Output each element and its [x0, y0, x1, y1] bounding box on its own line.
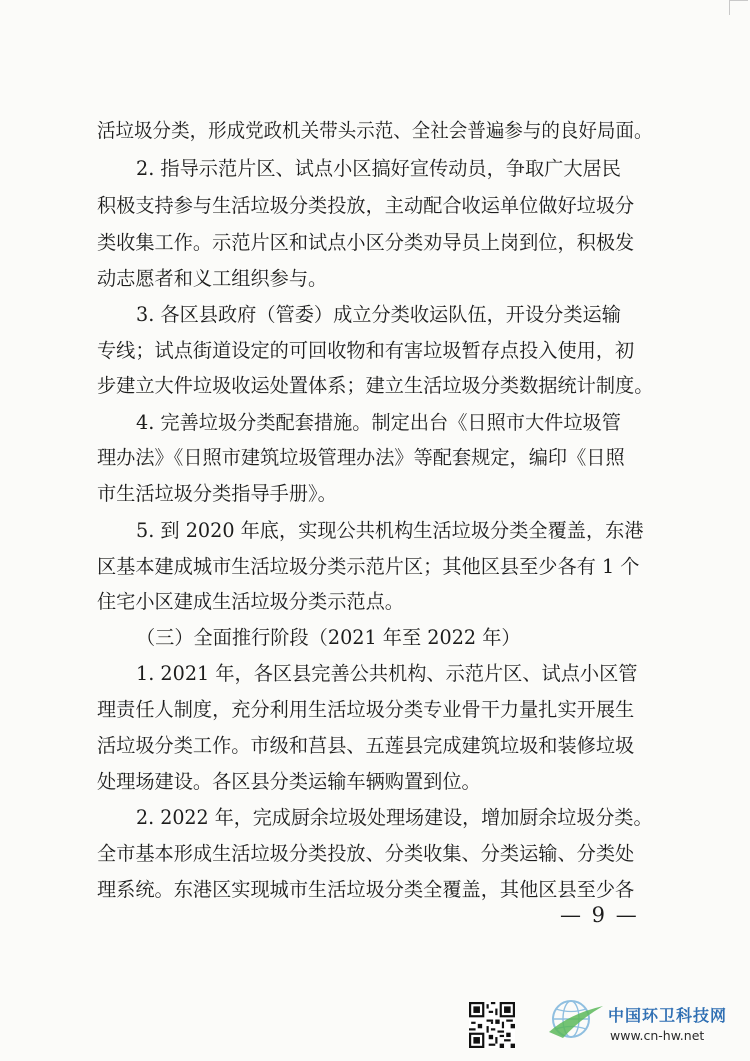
section-heading: （三）全面推行阶段（2021 年至 2022 年）: [136, 626, 521, 649]
body-line-22: 理系统。东港区实现城市生活垃圾分类全覆盖，其他区县至少各: [97, 878, 635, 901]
body-line-5: 动志愿者和义工组织参与。: [97, 267, 328, 290]
body-line-19: 处理场建设。各区县分类运输车辆购置到位。: [97, 770, 481, 793]
body-line-17: 理责任人制度，充分利用生活垃圾分类专业骨干力量扎实开展生: [97, 698, 635, 721]
body-line-1: 活垃圾分类，形成党政机关带头示范、全社会普遍参与的良好局面。: [97, 119, 653, 142]
body-line-9: 4. 完善垃圾分类配套措施。制定出台《日照市大件垃圾管: [136, 411, 621, 434]
page-corner-mark: [729, 0, 748, 15]
body-line-4: 类收集工作。示范片区和试点小区分类劝导员上岗到位，积极发: [97, 231, 635, 254]
body-line-18: 活垃圾分类工作。市级和莒县、五莲县完成建筑垃圾和装修垃圾: [97, 734, 635, 757]
body-line-2: 2. 指导示范片区、试点小区搞好宣传动员，争取广大居民: [136, 157, 621, 180]
body-line-10: 理办法》《日照市建筑垃圾管理办法》等配套规定，编印《日照: [97, 446, 625, 469]
body-line-13: 区基本建成城市生活垃圾分类示范片区；其他区县至少各有 1 个: [97, 555, 640, 578]
body-line-12: 5. 到 2020 年底，实现公共机构生活垃圾分类全覆盖，东港: [136, 519, 644, 542]
body-line-8: 步建立大件垃圾收运处置体系；建立生活垃圾分类数据统计制度。: [97, 374, 654, 397]
body-line-20: 2. 2022 年，完成厨余垃圾处理场建设，增加厨余垃圾分类。: [136, 806, 653, 829]
body-line-21: 全市基本形成生活垃圾分类投放、分类收集、分类运输、分类处: [97, 842, 635, 865]
body-line-16: 1. 2021 年，各区县完善公共机构、示范片区、试点小区管: [136, 662, 638, 685]
body-line-14: 住宅小区建成生活垃圾分类示范点。: [97, 590, 404, 613]
page-number: — 9 —: [560, 903, 639, 927]
watermark-site-name: 中国环卫科技网: [608, 1006, 728, 1025]
globe-logo-icon: [545, 994, 605, 1044]
body-line-11: 市生活垃圾分类指导手册》。: [97, 482, 337, 505]
watermark-url: www.cn-hw.net: [610, 1028, 705, 1043]
body-line-7: 专线；试点街道设定的可回收物和有害垃圾暂存点投入使用，初: [97, 339, 635, 362]
body-line-3: 积极支持参与生活垃圾分类投放，主动配合收运单位做好垃圾分: [97, 194, 635, 217]
body-line-6: 3. 各区县政府（管委）成立分类收运队伍，开设分类运输: [136, 303, 621, 326]
qr-code-image: [469, 1002, 515, 1048]
